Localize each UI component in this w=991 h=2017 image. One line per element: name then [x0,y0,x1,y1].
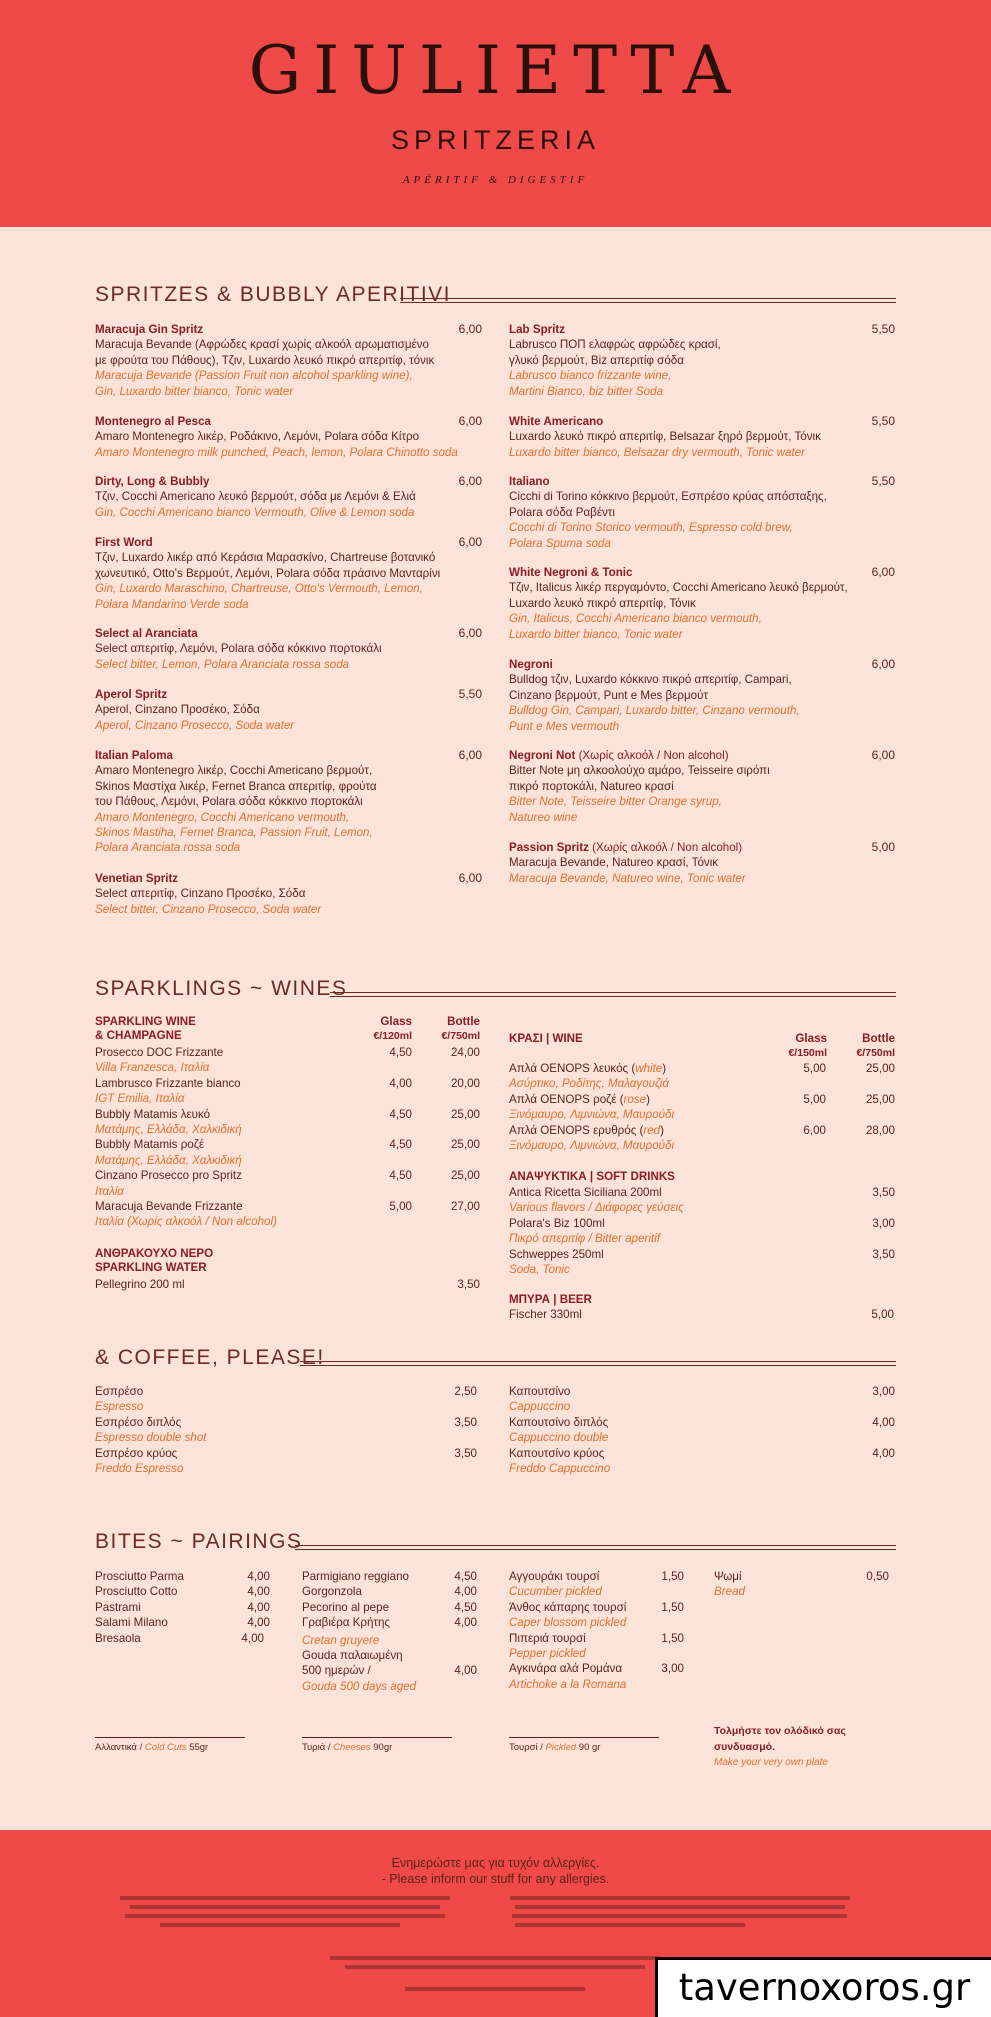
sparkling-row [95,1045,480,1076]
brand-tagline: APÉRITIF & DIGESTIF [402,174,589,186]
glass-price: 4,50 [389,1107,412,1121]
cold-cuts-line [95,1737,245,1738]
menu-item-desc-gr: Labrusco ΠΟΠ ελαφρώς αφρώδες κρασί, [509,338,721,352]
cold-cut-row [95,1584,270,1599]
wine-grapes: Ξινόμαυρο, Λιμνιώνα, Μαυρούδι [509,1108,675,1122]
label-gr: Τουρσί / [509,1742,546,1753]
menu-item-desc-gr: Luxardo λευκό πικρό απεριτίφ, Belsazar ξηρό βερμούτ, Τόνικ [509,430,821,444]
menu-item-desc-gr: Maracuja Bevande (Αφρώδες κρασί χωρίς αλκοόλ αρωματισμένο [95,338,429,352]
section-title-sparklings: SPARKLINGS ~ WINES [95,977,348,1000]
glass-price: 4,50 [389,1046,412,1059]
sparkling-row [95,1199,480,1230]
fine-print-line [515,1923,745,1927]
beer-row: Fischer 330ml 5,00 [509,1308,894,1321]
menu-item-desc-gr: γλυκό βερμούτ, Biz απεριτίφ σόδα [509,353,684,367]
menu-item-name-text: Select al Aranciata [95,627,198,640]
soft-drink-desc: Various flavors / Διάφορες γεύσεις [509,1201,684,1215]
menu-item-desc-gr: Cinzano βερμούτ, Punt e Mes βερμούτ [509,688,709,702]
menu-item-price: 5,00 [871,840,895,854]
section-rule [300,1361,896,1366]
coffee-name-en: Freddo Cappuccino [509,1462,611,1475]
glass-price: 5,00 [803,1062,826,1075]
coffee-name: Εσπρέσο διπλός [95,1415,182,1429]
label-weight: 90gr [370,1742,393,1753]
bites-weight-label [302,1742,392,1753]
menu-item-price: 5,50 [871,414,895,428]
pickled-row [509,1661,684,1692]
menu-item [95,414,490,460]
label-weight: 90 gr [576,1742,601,1753]
menu-item-desc-en: Select bitter, Lemon, Polara Aranciata rossa soda [95,657,350,671]
menu-item-desc-en: Gin, Cocchi Americano bianco Vermouth, Olive & Lemon soda [95,505,415,519]
menu-item-name-text: Dirty, Long & Bubbly [95,475,210,488]
wine-name [509,1061,895,1076]
menu-item-price: 5,50 [458,687,482,701]
menu-item-desc-en: Amaro Montenegro, Cocchi Americano vermouth, [95,810,350,824]
fine-print-line [125,1914,445,1918]
menu-item-desc-en: Maracuja Bevande (Passion Fruit non alcohol sparkling wine), [95,369,413,383]
wine-glass-head: Glass €/150ml [788,1032,827,1059]
menu-item-desc-gr: πικρό πορτοκάλι, Natureo κρασί [509,779,674,793]
pickled-row [509,1631,684,1662]
coffee-price: 4,00 [872,1446,895,1460]
menu-item-name [95,414,490,429]
fine-print-line [512,1914,847,1918]
fine-print-line [515,1905,845,1909]
pickled-name: Πιπεριά τουρσί [509,1631,586,1645]
cheese-price: 4,50 [454,1600,477,1614]
menu-item-name-text: Negroni [509,658,553,671]
coffee-row [509,1384,895,1415]
wine-name-text: Απλά OENOPS ροζέ ( [509,1092,624,1106]
fine-print-line [160,1923,400,1927]
section-title-spritzes: SPRITZES & BUBBLY APERITIVI [95,283,451,306]
menu-item-desc-en: Aperol, Cinzano Prosecco, Soda water [95,718,295,732]
menu-item-name-text: Aperol Spritz [95,688,168,701]
sparkling-name: Prosecco DOC Frizzante [95,1046,224,1059]
cheese-name: Parmigiano reggiano [302,1570,409,1583]
sparkling-heading: SPARKLING WINE & CHAMPAGNE [95,1015,196,1042]
menu-item-desc-en: Cocchi di Torino Storico vermouth, Espresso cold brew, [509,521,793,535]
pickled-name-en: Caper blossom pickled [509,1616,627,1630]
menu-item-name-text: Maracuja Gin Spritz [95,323,204,336]
pickled-name-en: Pepper pickled [509,1647,586,1660]
coffee-row [509,1446,895,1477]
glass-price: 5,00 [389,1200,412,1213]
menu-item [95,626,490,672]
menu-item-desc-en: Maracuja Bevande, Natureo wine, Tonic water [509,871,746,885]
menu-item-desc-gr: Luxardo λευκό πικρό απεριτίφ, Τόνικ [509,596,696,610]
wine-color: rose [623,1092,647,1106]
menu-item-price: 6,00 [458,474,482,488]
pickled-line [509,1737,659,1738]
wine-row [509,1092,895,1123]
menu-item [95,748,490,856]
pickled-name-en: Artichoke a la Romana [509,1677,627,1691]
pickled-name: Αγγουράκι τουρσί [509,1570,600,1583]
cold-cut-price: 4,00 [247,1585,270,1599]
pickled-name-en: Cucumber pickled [509,1585,602,1599]
menu-item-name [95,535,490,550]
menu-item-name-text: Lab Spritz [509,323,566,336]
watermark: tavernoxoros.gr [655,1957,991,2017]
menu-item-name-text: Passion Spritz [509,841,589,854]
menu-item-desc-gr: Bitter Note μη αλκοολούχο αμάρο, Teisseire σιρόπι [509,764,770,778]
wine-grapes: Ασύρτικο, Ροδίτης, Μαλαγουζιά [509,1077,669,1091]
coffee-name-en: Cappuccino double [509,1431,609,1445]
cold-cut-price: 4,00 [247,1600,270,1614]
menu-item-desc-gr: με φρούτα του Πάθους), Τζιν, Luxardo λευκό πικρό απεριτίφ, τόνικ [95,353,435,367]
section-rule [400,298,896,303]
label-gr: Αλλαντικά / [95,1742,145,1753]
menu-item-name-text: Italiano [509,475,550,488]
pickled-price: 1,50 [661,1570,684,1583]
coffee-price: 3,00 [872,1385,895,1398]
cold-cut-name: Prosciutto Cotto [95,1585,178,1599]
fine-print-line [510,1896,850,1900]
menu-item [95,871,490,917]
wine-color: white [635,1062,663,1075]
section-rule [295,1545,896,1550]
coffee-row [509,1415,895,1446]
soft-drinks-heading: ΑΝΑΨΥΚΤΙΚΑ | SOFT DRINKS [509,1170,675,1183]
menu-item-price: 6,00 [871,565,895,579]
bites-weight-label [509,1742,600,1753]
sparkling-origin: Villa Franzesca, Ιταλία [95,1061,210,1075]
glass-price: 5,00 [803,1092,826,1106]
menu-item-price: 6,00 [458,748,482,762]
wine-name [509,1123,895,1138]
fine-print-line [405,1987,585,1991]
soft-drink-desc: Soda, Tonic [509,1263,570,1276]
sparkling-water-row: Pellegrino 200 ml 3,50 [95,1278,480,1291]
menu-item-name-text: White Americano [509,415,604,428]
cheese-row [302,1600,477,1615]
menu-item-price: 6,00 [458,535,482,549]
cheese-name: Gorgonzola [302,1585,362,1599]
allergy-notice: Ενημερώστε μας για τυχόν αλλεργίες. - Please inform our stuff for any allergies. [381,1856,610,1886]
menu-item-desc-en: Martini Bianco, biz bitter Soda [509,384,664,398]
wine-name-text: ) [646,1092,650,1106]
soft-drink-row [509,1247,895,1278]
menu-item [95,474,490,520]
sparkling-water-heading: ΑΝΘΡΑΚΟΥΧΟ ΝΕΡΟ SPARKLING WATER [95,1247,214,1274]
menu-item-desc-gr: Select απεριτίφ, Cinzano Προσέκο, Σόδα [95,887,306,901]
coffee-row [95,1415,481,1446]
wine-heading: ΚΡΑΣΙ | WINE [509,1032,583,1045]
sparkling-name: Bubbly Matamis ροζέ [95,1138,205,1152]
menu-item-desc-gr: Τζιν, Cocchi Americano λευκό βερμούτ, σόδα με Λεμόνι & Ελιά [95,490,416,504]
menu-item-price: 5,50 [871,322,895,336]
sparkling-row [95,1076,480,1107]
cold-cut-name: Salami Milano [95,1616,168,1630]
cheese-row [302,1584,477,1599]
wine-color: red [643,1123,661,1137]
menu-item-desc-en: Gin, Luxardo bitter bianco, Tonic water [95,384,294,398]
pickled-row [509,1600,684,1631]
cold-cut-price: 4,00 [247,1616,270,1630]
bites-weight-label [95,1742,208,1753]
soft-drink-name: Antica Ricetta Siciliana 200ml [509,1186,662,1199]
menu-item-name [95,687,490,702]
header-banner [0,0,991,227]
menu-item-desc-gr: Bulldog τζιν, Luxardo κόκκινο πικρό απεριτίφ, Campari, [509,673,792,687]
fine-print-line [120,1896,450,1900]
coffee-name: Καπουτσίνο κρύος [509,1446,605,1460]
bottle-price: 25,00 [865,1092,895,1106]
sparkling-row [95,1137,480,1168]
sparkling-row [95,1168,480,1199]
cold-cut-row [95,1615,270,1630]
menu-item-desc-gr: Polara σόδα Ραβέντι [509,505,615,519]
fine-print-line [130,1905,440,1909]
menu-item-name-text: Montenegro al Pesca [95,415,211,428]
menu-item-note: (Χωρίς αλκοόλ / Non alcohol) [575,749,729,762]
sparkling-origin: IGT Emilia, Ιταλία [95,1092,185,1106]
label-en: Pickled [545,1742,577,1753]
menu-item-note: (Χωρίς αλκοόλ / Non alcohol) [588,841,743,854]
menu-item-name-text: Italian Paloma [95,749,173,762]
wine-name-text: ) [662,1062,667,1075]
menu-item-desc-gr: χωνευτικό, Otto's Βερμούτ, Λεμόνι, Polara σόδα πράσινο Μανταρίνι [95,566,441,580]
menu-item-desc-en: Select bitter, Cinzano Prosecco, Soda water [95,902,322,916]
menu-item-name [95,474,490,489]
coffee-row [95,1446,481,1477]
coffee-name: Καπουτσίνο [509,1385,571,1398]
menu-item-name [95,871,490,886]
menu-item-desc-en: Polara Spuma soda [509,536,611,550]
soft-drink-desc: Πικρό απεριτίφ / Bitter aperitif [509,1232,660,1246]
glass-price: 4,50 [389,1169,412,1183]
menu-item-price: 5,50 [871,474,895,488]
menu-item-desc-gr: Τζιν, Italicus λικέρ περγαμόντο, Cocchi Americano λευκό βερμούτ, [509,581,848,595]
bottle-price: 20,00 [450,1076,480,1090]
wine-bottle-head: Bottle €/750ml [856,1032,895,1059]
coffee-price: 3,50 [454,1446,477,1460]
cheese-line [302,1737,452,1738]
menu-item-desc-en: Labrusco bianco frizzante wine, [509,369,672,383]
menu-item-price: 6,00 [458,414,482,428]
soft-drink-row [509,1185,895,1216]
cold-cut-row [95,1631,270,1646]
wine-row [509,1123,895,1154]
soft-drink-name: Schweppes 250ml [509,1247,604,1261]
menu-item-desc-en: Bulldog Gin, Campari, Luxardo bitter, Cinzano vermouth, [509,704,800,718]
pickled-row [509,1569,684,1600]
menu-item-desc-en: Polara Mandarino Verde soda [95,597,249,611]
soft-drink-row [509,1216,895,1247]
coffee-row [95,1384,481,1415]
menu-item [95,687,490,733]
section-rule [330,992,896,997]
menu-item-desc-en: Luxardo bitter bianco, Tonic water [509,627,683,641]
cheese-price: 4,00 [454,1616,477,1630]
wine-grapes: Ξινόμαυρο, Λιμνιώνα, Μαυρούδι [509,1139,675,1152]
menu-item-desc-gr: Amaro Montenegro λικέρ, Cocchi Americano βερμούτ, [95,764,373,778]
sparkling-origin: Ιταλία [95,1184,124,1198]
menu-item-desc-gr: Cicchi di Torino κόκκινο βερμούτ, Εσπρέσο κρύας απόσταξης, [509,490,827,504]
menu-item-desc-en: Amaro Montenegro milk punched, Peach, lemon, Polara Chinotto soda [95,445,458,459]
cheese-name: Γραβιέρα Κρήτης [302,1616,391,1630]
menu-item-price: 6,00 [458,871,482,885]
menu-item-desc-gr: Select απεριτίφ, Λεμόνι, Polara σόδα κόκκινο πορτοκάλι [95,642,382,656]
wine-name-text: ) [660,1123,665,1137]
menu-item-name [95,322,490,337]
label-weight: 55gr [186,1742,209,1753]
menu-item-name-text: Negroni Not [509,749,576,762]
menu-item-price: 6,00 [871,748,895,762]
bread-row: Ψωμί Bread 0,50 [714,1570,889,1599]
coffee-name-en: Espresso [95,1400,144,1414]
pickled-price: 1,50 [661,1600,684,1614]
cold-cut-name: Prosciutto Parma [95,1570,184,1583]
pickled-name: Άνθος κάπαρης τουρσί [509,1600,627,1614]
beer-heading: ΜΠΥΡΑ | BEER [509,1293,592,1306]
cold-cut-name: Pastrami [95,1600,141,1614]
coffee-price: 4,00 [872,1415,895,1429]
glass-price: 4,50 [389,1138,412,1152]
label-en: Cold Cuts [144,1742,187,1753]
menu-item-desc-en: Polara Aranciata rossa soda [95,841,241,855]
menu-item-desc-en: Bitter Note, Teisseire bitter Orange syrup, [509,795,722,809]
cheese-gruyere-en: Cretan gruyere [302,1634,380,1647]
sparkling-bottle-head: Bottle €/750ml [441,1015,480,1042]
wine-name-text: Απλά OENOPS λευκός ( [509,1062,636,1075]
wine-name [509,1092,895,1107]
sparkling-origin: Ματάμης, Ελλάδα, Χαλκιδική [95,1153,242,1167]
brand-subtitle: SPRITZERIA [390,125,601,155]
soft-drink-name: Polara's Biz 100ml [509,1216,605,1230]
soft-drink-price: 3,00 [872,1216,895,1230]
pickled-price: 3,00 [661,1662,684,1676]
brand-logo: GIULIETTA [248,32,743,109]
menu-item-desc-en: Punt e Mes vermouth [509,719,620,733]
glass-price: 4,00 [389,1076,412,1090]
coffee-name: Εσπρέσο κρύος [95,1446,178,1460]
cold-cut-name: Bresaola [95,1631,141,1645]
menu-item-desc-gr: Aperol, Cinzano Προσέκο, Σόδα [95,703,260,717]
menu-item-name [95,748,490,763]
cheese-name: Pecorino al pepe [302,1600,390,1614]
cold-cut-row [95,1569,270,1584]
sparkling-row [95,1107,480,1138]
menu-item-name-text: First Word [95,536,153,549]
bottle-price: 25,00 [450,1107,480,1121]
bottle-price: 25,00 [450,1169,480,1183]
fine-print-line [330,1956,660,1960]
bottle-price: 25,00 [450,1138,480,1152]
coffee-name-en: Cappuccino [509,1400,571,1414]
cheese-price: 4,50 [454,1570,477,1583]
menu-item [95,322,490,399]
bottle-price: 28,00 [865,1123,895,1137]
menu-item-desc-en: Luxardo bitter bianco, Belsazar dry vermouth, Tonic water [509,445,806,459]
menu-item-desc-en: Gin, Italicus, Cocchi Americano bianco vermouth, [509,612,762,626]
coffee-price: 2,50 [454,1385,477,1398]
cold-cut-price: 4,00 [241,1631,264,1645]
menu-item-desc-gr: Skinos Μαστίχα λικέρ, Fernet Branca απεριτίφ, φρούτα [95,779,377,793]
soft-drink-price: 3,50 [872,1186,895,1199]
cheese-row [302,1615,477,1630]
coffee-price: 3,50 [454,1415,477,1429]
bottle-price: 25,00 [865,1062,895,1075]
menu-item-name-text: Venetian Spritz [95,872,179,885]
menu-item-price: 6,00 [458,626,482,640]
cheese-price: 4,00 [454,1585,477,1599]
sparkling-name: Lambrusco Frizzante bianco [95,1076,241,1090]
label-gr: Τυριά / [302,1742,334,1753]
menu-item-desc-en: Skinos Mastiha, Fernet Branca, Passion Fruit, Lemon, [95,826,373,840]
glass-price: 6,00 [803,1123,826,1137]
sparkling-origin: Ιταλία (Χωρίς αλκοόλ / Non alcohol) [95,1215,277,1229]
label-en: Cheeses [333,1742,371,1753]
menu-item-desc-gr: Amaro Montenegro λικέρ, Ροδάκινο, Λεμόνι, Polara σόδα Κίτρο [95,430,420,444]
menu-item-desc-gr: Maracuja Bevande, Natureo κρασί, Τόνικ [509,856,719,870]
menu-item [95,535,490,612]
cold-cut-price: 4,00 [247,1570,270,1583]
coffee-name-en: Freddo Espresso [95,1462,184,1475]
pickled-name: Αγκινάρα αλά Ρομάνα [509,1662,623,1676]
menu-item-name-text: White Negroni & Tonic [509,566,633,579]
fine-print-line [345,1965,645,1969]
pickled-price: 1,50 [661,1631,684,1645]
cheese-row [302,1569,477,1584]
menu-item-desc-en: Gin, Luxardo Maraschino, Chartreuse, Otto's Vermouth, Lemon, [95,582,423,596]
soft-drink-price: 3,50 [872,1247,895,1261]
menu-item-desc-gr: του Πάθους, Λεμόνι, Polara σόδα κόκκινο πορτοκάλι [95,795,363,809]
section-title-coffee: & COFFEE, PLEASE! [95,1346,325,1369]
sparkling-glass-head: Glass €/120ml [373,1015,412,1042]
wine-row [509,1061,895,1092]
menu-item-name [95,626,490,641]
menu-item-price: 6,00 [871,657,895,671]
menu-item-desc-gr: Τζιν, Luxardo λικέρ από Κεράσια Μαρασκίνο, Chartreuse βοτανικό [95,551,436,565]
coffee-name-en: Espresso double shot [95,1431,207,1445]
menu-item-price: 6,00 [458,322,482,336]
section-title-bites: BITES ~ PAIRINGS [95,1530,303,1553]
coffee-name: Εσπρέσο [95,1385,144,1398]
build-your-plate: Τολμήστε τον ολόδικό σας συνδυασμό. Make your very own plate [714,1725,846,1768]
coffee-name: Καπουτσίνο διπλός [509,1415,609,1429]
sparkling-name: Cinzano Prosecco pro Spritz [95,1169,242,1183]
sparkling-name: Maracuja Bevande Frizzante [95,1200,243,1213]
sparkling-name: Bubbly Matamis λευκό [95,1107,211,1121]
wine-name-text: Απλά OENOPS ερυθρός ( [509,1123,644,1137]
menu-item-desc-en: Natureo wine [509,810,578,824]
gouda-row: Gouda παλαιωμένη 500 ημερών / Gouda 500 days aged 4,00 [302,1649,477,1693]
bottle-price: 24,00 [450,1046,480,1059]
bottle-price: 27,00 [450,1200,480,1213]
sparkling-origin: Ματάμης, Ελλάδα, Χαλκιδική [95,1123,242,1136]
cold-cut-row [95,1600,270,1615]
